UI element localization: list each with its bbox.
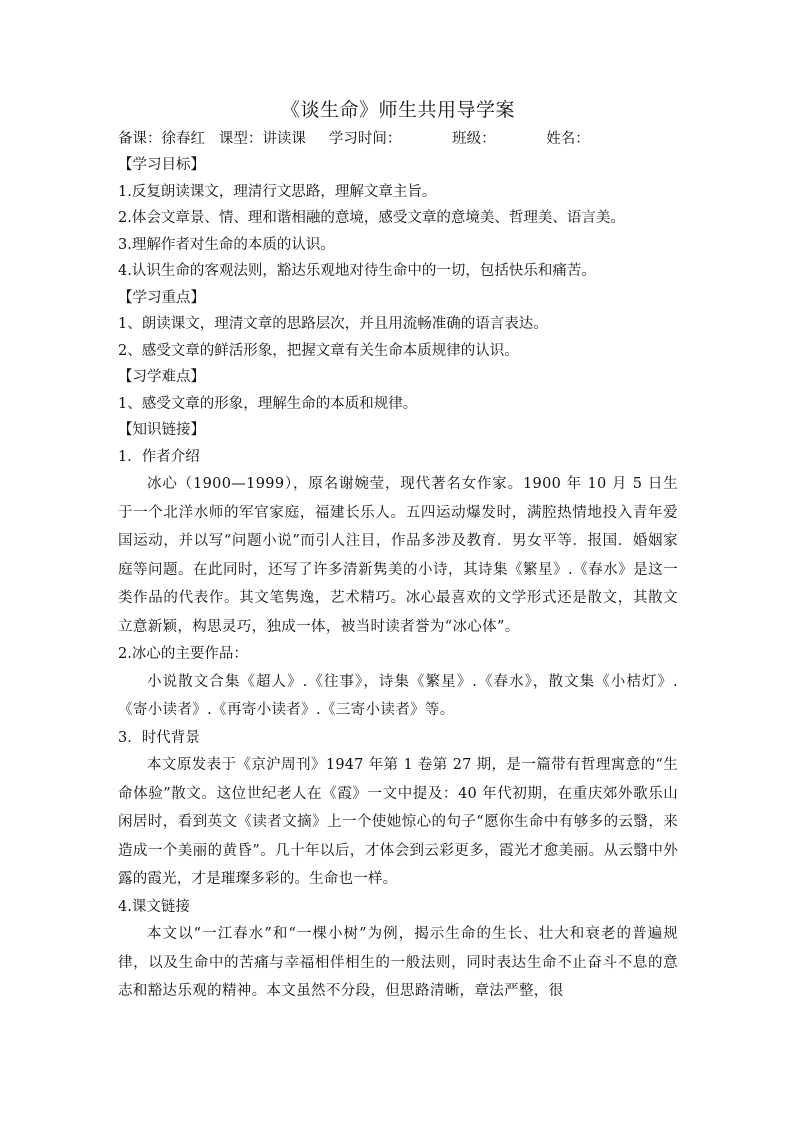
section-knowledge-links: [118, 417, 678, 1006]
text-link-paragraph: 本文以“一江春水”和“一棵小树”为例，揭示生命的生长、壮大和衰老的普遍规律，以及生命中的苦痛与幸福相伴相生的一般法则，同时表达生命不止奋斗不息的意志和豁达乐观的精神。本文虽然不分段，但思路清晰，章法严整，很: [118, 926, 678, 999]
background-paragraph: 本文原发表于《京沪周刊》1947 年第 1 卷第 27 期，是一篇带有哲理寓意的“生命体验”散文。这位世纪老人在《霞》一文中提及：40 年代初期，在重庆郊外歌乐山闲居时，看到英文《读者文摘》上一个使她惊心的句子“愿你生命中有够多的云翳，来造成一个美丽的黄昏”。几十年以后，才体会到云彩更多，霞光才愈美丽。从云翳中外露的霞光，才是璀璨多彩的。生命也一样。: [118, 757, 678, 887]
list-item: 3.理解作者对生命的本质的认识。: [118, 236, 335, 253]
subheading-text-link: 4.课文链接: [118, 898, 190, 915]
subheading-works: 2.冰心的主要作品：: [118, 646, 248, 662]
list-item: 2.体会文章景、情、理和谐相融的意境，感受文章的意境美、哲理美、语言美。: [118, 210, 625, 226]
subheading-author: 1．作者介绍: [118, 448, 200, 465]
list-item: 1.反复朗读课文，理清行文思路，理解文章主旨。: [118, 183, 437, 200]
list-item: 1、朗读课文，理清文章的思路层次，并且用流畅准确的语言表达。: [118, 316, 548, 332]
list-item: 2、感受文章的鲜活形象，把握文章有关生命本质规律的认识。: [118, 342, 519, 359]
section-heading: 【学习重点】: [118, 289, 205, 306]
list-item: 1、感受文章的形象，理解生命的本质和规律。: [118, 395, 418, 412]
section-key-points: [118, 285, 678, 365]
header-info: 备课：徐春红 课型：讲读课 学习时间： 班级： 姓名：: [118, 131, 590, 147]
works-paragraph: 小说散文合集《超人》.《往事》，诗集《繁星》.《春水》，散文集《小桔灯》.《寄小读者》.《再寄小读者》.《三寄小读者》等。: [118, 673, 678, 718]
worksheet-page: [118, 96, 678, 1006]
section-learning-goals: [118, 152, 678, 285]
author-paragraph: 冰心（1900—1999），原名谢婉莹，现代著名女作家。1900 年 10 月 5 日生于一个北洋水师的军官家庭，福建长乐人。五四运动爆发时，满腔热情地投入青年爱国运动，并以写“问题小说”而引人注目，作品多涉及教育．男女平等．报国．婚姻家庭等问题。在此同时，还写了许多清新隽美的小诗，其诗集《繁星》.《春水》是这一类作品的代表作。其文笔隽逸，艺术精巧。冰心最喜欢的文学形式还是散文，其散文立意新颖，构思灵巧，独成一体，被当时读者誉为“冰心体”。: [118, 476, 678, 635]
section-heading: 【习学难点】: [118, 369, 205, 385]
page-title: 《谈生命》师生共用导学案: [280, 99, 515, 121]
section-heading: 【知识链接】: [118, 422, 205, 438]
section-heading: 【学习目标】: [118, 157, 205, 173]
list-item: 4.认识生命的客观法则，豁达乐观地对待生命中的一切，包括快乐和痛苦。: [118, 263, 596, 279]
section-difficulties: [118, 364, 678, 417]
subheading-background: 3．时代背景: [118, 729, 200, 746]
